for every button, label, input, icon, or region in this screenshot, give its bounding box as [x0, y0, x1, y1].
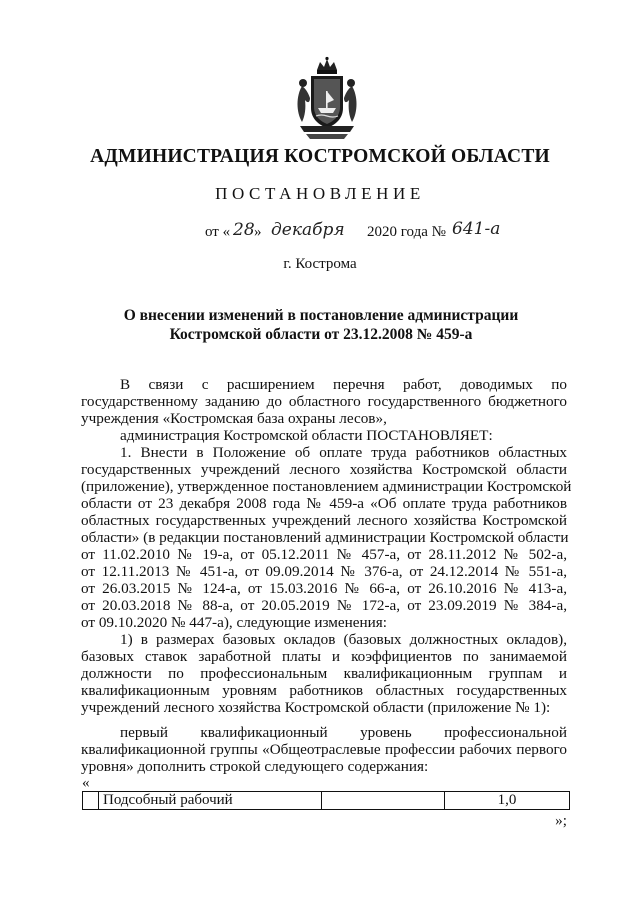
body-line: от 09.10.2020 № 447-а), следующие изменения:	[81, 614, 387, 631]
date-line	[0, 216, 640, 246]
body-line: от 12.11.2013 № 451-а, от 09.09.2014 № 376-а, от 24.12.2014 № 551-а,	[81, 563, 567, 580]
document-type: ПОСТАНОВЛЕНИЕ	[215, 184, 425, 203]
date-mid: »	[254, 224, 262, 240]
body-line: государственному заданию до областного государственного бюджетного	[81, 393, 567, 410]
table-cell-empty	[83, 792, 99, 810]
date-prefix: от «	[205, 224, 231, 240]
table-row	[83, 792, 570, 810]
city: г. Кострома	[283, 256, 357, 272]
table-cell-coefficient: 1,0	[445, 792, 570, 810]
body-line: 1. Внести в Положение об оплате труда работников областных	[120, 444, 567, 461]
body-line: учреждений лесного хозяйства Костромской области (приложение № 1):	[81, 699, 551, 716]
body-line: от 11.02.2010 № 19-а, от 05.12.2011 № 457-а, от 28.11.2012 № 502-а,	[81, 546, 567, 563]
body-line: уровня» дополнить строкой следующего содержания:	[81, 758, 429, 775]
body-line: (приложение), утвержденное постановлением администрации Костромской	[81, 478, 572, 495]
body-line: базовых ставок заработной платы и коэффициентов по занимаемой	[81, 648, 567, 665]
body-line: области от 23 декабря 2008 года № 459-а «Об оплате труда работников	[81, 495, 567, 512]
body-line: В связи с расширением перечня работ, доводимых по	[120, 376, 567, 393]
agency-title: АДМИНИСТРАЦИЯ КОСТРОМСКОЙ ОБЛАСТИ	[90, 146, 550, 167]
coat-of-arms-emblem	[292, 56, 362, 141]
subject-line-2: Костромской области от 23.12.2008 № 459-а	[169, 326, 473, 343]
date-day-handwritten: 28	[233, 220, 255, 240]
body-line: учреждения «Костромская база охраны лесов»,	[81, 410, 387, 427]
table-cell-empty	[322, 792, 445, 810]
subject-heading	[96, 306, 546, 344]
table-cell-position: Подсобный рабочий	[99, 792, 322, 810]
body-line: 1) в размерах базовых окладов (базовых должностных окладов),	[120, 631, 567, 648]
insert-row-table	[82, 791, 570, 810]
date-year: 2020 года №	[367, 224, 446, 240]
body-line: от 20.03.2018 № 88-а, от 20.05.2019 № 172-а, от 23.09.2019 № 384-а,	[81, 597, 567, 614]
body-line: первый квалификационный уровень профессиональной	[120, 724, 567, 741]
body-line: квалификационной группы «Общеотраслевые профессии рабочих первого	[81, 741, 567, 758]
body-line: области» (в редакции постановлений администрации Костромской области	[81, 529, 569, 546]
subject-line-1: О внесении изменений в постановление администрации	[123, 307, 519, 324]
body-line: администрация Костромской области ПОСТАНОВЛЯЕТ:	[120, 427, 493, 444]
body-line: от 26.03.2015 № 124-а, от 15.03.2016 № 66-а, от 26.10.2016 № 413-а,	[81, 580, 567, 597]
body-line: государственных учреждений лесного хозяйства Костромской области	[81, 461, 567, 478]
date-month-handwritten: декабря	[271, 220, 345, 240]
body-line: областных государственных учреждений лесного хозяйства Костромской	[81, 512, 567, 529]
doc-number-handwritten: 641-а	[452, 219, 501, 239]
body-line: должности по профессиональным квалификационным группам и	[81, 665, 567, 682]
body-line: квалификационным уровням работников областных государственных	[81, 682, 567, 699]
close-quote: »;	[555, 812, 567, 829]
open-quote: «	[82, 774, 90, 791]
